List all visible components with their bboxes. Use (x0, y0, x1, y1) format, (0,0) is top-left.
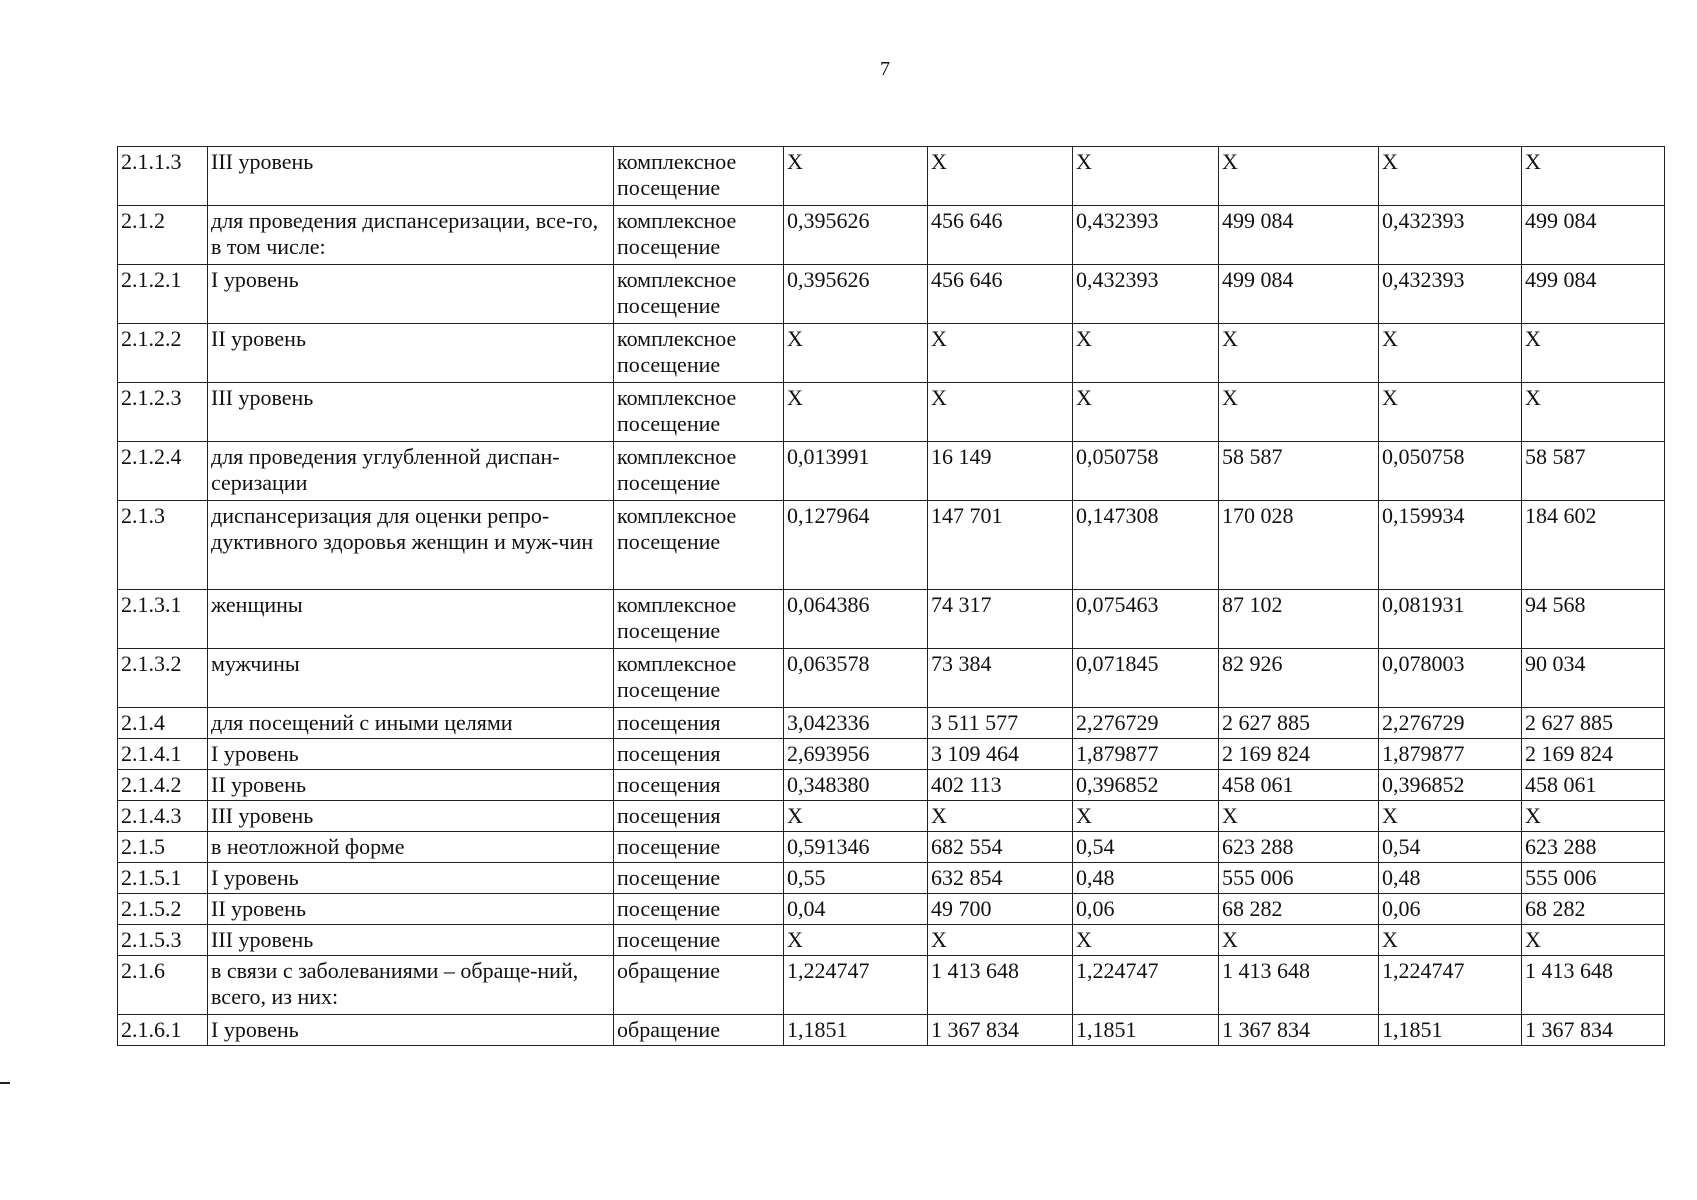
table-row (118, 956, 1665, 1015)
cell-value: 1,879877 (1379, 739, 1522, 770)
table-row (118, 265, 1665, 324)
cell-code: 2.1.5.2 (118, 894, 208, 925)
cell-unit: посещения (614, 708, 784, 739)
cell-value: 555 006 (1522, 863, 1665, 894)
cell-value: 0,06 (1073, 894, 1219, 925)
table-row (118, 801, 1665, 832)
cell-value: 58 587 (1522, 442, 1665, 501)
cell-value: 49 700 (928, 894, 1073, 925)
cell-code: 2.1.4.1 (118, 739, 208, 770)
cell-value: 499 084 (1219, 265, 1379, 324)
table-body (118, 147, 1665, 1046)
cell-value: 0,432393 (1073, 265, 1219, 324)
cell-unit: комплексное посещение (614, 206, 784, 265)
cell-value: 58 587 (1219, 442, 1379, 501)
cell-value: X (1219, 925, 1379, 956)
cell-value: 2 169 824 (1522, 739, 1665, 770)
cell-value: 1 413 648 (1219, 956, 1379, 1015)
cell-value: 0,54 (1379, 832, 1522, 863)
cell-value: 0,432393 (1073, 206, 1219, 265)
cell-unit: обращение (614, 1015, 784, 1046)
cell-value: 87 102 (1219, 590, 1379, 649)
table-row (118, 501, 1665, 590)
cell-value: 90 034 (1522, 649, 1665, 708)
cell-value: X (1379, 147, 1522, 206)
cell-unit: посещение (614, 894, 784, 925)
cell-value: 1,1851 (1073, 1015, 1219, 1046)
data-table (117, 146, 1665, 1046)
cell-value: 0,348380 (784, 770, 928, 801)
data-table-container (117, 146, 1664, 1046)
cell-value: 0,075463 (1073, 590, 1219, 649)
cell-value: 0,147308 (1073, 501, 1219, 590)
cell-name: III уровень (208, 147, 614, 206)
cell-value: X (1219, 383, 1379, 442)
cell-name: для проведения диспансеризации, все-го, в том числе: (208, 206, 614, 265)
cell-value: X (784, 147, 928, 206)
cell-name: диспансеризация для оценки репро-дуктивного здоровья женщин и муж-чин (208, 501, 614, 590)
cell-unit: посещения (614, 739, 784, 770)
cell-value: X (1522, 324, 1665, 383)
cell-value: X (1522, 801, 1665, 832)
cell-name: I уровень (208, 739, 614, 770)
table-row (118, 442, 1665, 501)
cell-value: X (784, 324, 928, 383)
cell-value: 147 701 (928, 501, 1073, 590)
cell-value: 68 282 (1522, 894, 1665, 925)
table-row (118, 770, 1665, 801)
cell-value: 0,078003 (1379, 649, 1522, 708)
cell-value: X (1522, 925, 1665, 956)
cell-value: 1,1851 (784, 1015, 928, 1046)
cell-value: 555 006 (1219, 863, 1379, 894)
cell-name: для посещений с иными целями (208, 708, 614, 739)
cell-code: 2.1.5.3 (118, 925, 208, 956)
cell-code: 2.1.2.2 (118, 324, 208, 383)
cell-value: X (1073, 801, 1219, 832)
cell-value: 0,050758 (1073, 442, 1219, 501)
cell-name: мужчины (208, 649, 614, 708)
cell-value: 184 602 (1522, 501, 1665, 590)
cell-value: 623 288 (1522, 832, 1665, 863)
table-row (118, 383, 1665, 442)
cell-value: X (1073, 147, 1219, 206)
cell-value: X (1073, 925, 1219, 956)
cell-value: 68 282 (1219, 894, 1379, 925)
cell-name: II уровень (208, 324, 614, 383)
cell-code: 2.1.2.3 (118, 383, 208, 442)
cell-unit: посещения (614, 801, 784, 832)
cell-code: 2.1.2 (118, 206, 208, 265)
table-row (118, 147, 1665, 206)
cell-value: X (1379, 383, 1522, 442)
cell-value: 94 568 (1522, 590, 1665, 649)
cell-value: 1 367 834 (1219, 1015, 1379, 1046)
cell-unit: комплексное посещение (614, 590, 784, 649)
cell-name: I уровень (208, 265, 614, 324)
cell-value: 1 367 834 (928, 1015, 1073, 1046)
cell-value: 0,081931 (1379, 590, 1522, 649)
cell-code: 2.1.6 (118, 956, 208, 1015)
cell-value: 0,395626 (784, 265, 928, 324)
cell-name: III уровень (208, 383, 614, 442)
cell-value: 499 084 (1522, 206, 1665, 265)
table-row (118, 863, 1665, 894)
cell-value: 0,396852 (1379, 770, 1522, 801)
cell-unit: посещение (614, 832, 784, 863)
cell-name: I уровень (208, 863, 614, 894)
cell-value: X (784, 383, 928, 442)
cell-value: X (1522, 383, 1665, 442)
cell-value: 170 028 (1219, 501, 1379, 590)
cell-value: X (1073, 383, 1219, 442)
cell-value: 0,06 (1379, 894, 1522, 925)
cell-value: 1,224747 (784, 956, 928, 1015)
cell-value: 0,04 (784, 894, 928, 925)
cell-value: X (1219, 324, 1379, 383)
cell-value: 1,1851 (1379, 1015, 1522, 1046)
cell-name: в связи с заболеваниями – обраще-ний, всего, из них: (208, 956, 614, 1015)
cell-code: 2.1.4.3 (118, 801, 208, 832)
table-row (118, 649, 1665, 708)
table-row (118, 1015, 1665, 1046)
table-row (118, 739, 1665, 770)
cell-value: 16 149 (928, 442, 1073, 501)
cell-unit: посещение (614, 863, 784, 894)
cell-name: II уровень (208, 894, 614, 925)
cell-value: 0,395626 (784, 206, 928, 265)
cell-value: 0,55 (784, 863, 928, 894)
cell-code: 2.1.6.1 (118, 1015, 208, 1046)
cell-value: X (1379, 324, 1522, 383)
cell-value: 458 061 (1219, 770, 1379, 801)
cell-value: 0,050758 (1379, 442, 1522, 501)
cell-value: 1 367 834 (1522, 1015, 1665, 1046)
cell-value: 0,432393 (1379, 206, 1522, 265)
cell-value: 0,071845 (1073, 649, 1219, 708)
cell-value: X (1379, 801, 1522, 832)
cell-value: 1,224747 (1379, 956, 1522, 1015)
cell-value: X (784, 925, 928, 956)
cell-value: X (1379, 925, 1522, 956)
cell-unit: комплексное посещение (614, 501, 784, 590)
cell-code: 2.1.3.1 (118, 590, 208, 649)
cell-value: 0,54 (1073, 832, 1219, 863)
cell-name: для проведения углубленной диспан-серизации (208, 442, 614, 501)
cell-value: X (1073, 324, 1219, 383)
cell-value: 0,063578 (784, 649, 928, 708)
cell-value: X (1522, 147, 1665, 206)
cell-unit: комплексное посещение (614, 147, 784, 206)
cell-value: X (1219, 147, 1379, 206)
cell-value: 73 384 (928, 649, 1073, 708)
margin-mark (0, 1082, 10, 1084)
cell-value: 0,013991 (784, 442, 928, 501)
cell-value: X (928, 925, 1073, 956)
cell-name: II уровень (208, 770, 614, 801)
cell-unit: комплексное посещение (614, 649, 784, 708)
cell-value: 682 554 (928, 832, 1073, 863)
cell-value: 0,48 (1073, 863, 1219, 894)
cell-value: 0,159934 (1379, 501, 1522, 590)
cell-unit: комплексное посещение (614, 442, 784, 501)
cell-value: 74 317 (928, 590, 1073, 649)
page-number: 7 (880, 58, 890, 80)
cell-code: 2.1.1.3 (118, 147, 208, 206)
cell-value: 456 646 (928, 265, 1073, 324)
cell-value: 456 646 (928, 206, 1073, 265)
cell-value: 2 169 824 (1219, 739, 1379, 770)
cell-value: 0,591346 (784, 832, 928, 863)
cell-value: 2,276729 (1073, 708, 1219, 739)
cell-value: 3 511 577 (928, 708, 1073, 739)
table-row (118, 206, 1665, 265)
cell-unit: посещения (614, 770, 784, 801)
cell-value: 499 084 (1219, 206, 1379, 265)
cell-value: 0,064386 (784, 590, 928, 649)
cell-value: 2 627 885 (1219, 708, 1379, 739)
cell-value: 0,127964 (784, 501, 928, 590)
cell-unit: комплексное посещение (614, 324, 784, 383)
cell-value: 458 061 (1522, 770, 1665, 801)
cell-code: 2.1.5.1 (118, 863, 208, 894)
cell-value: 1 413 648 (928, 956, 1073, 1015)
cell-unit: обращение (614, 956, 784, 1015)
table-row (118, 324, 1665, 383)
table-row (118, 590, 1665, 649)
cell-value: 2,693956 (784, 739, 928, 770)
cell-unit: посещение (614, 925, 784, 956)
cell-value: 3,042336 (784, 708, 928, 739)
cell-value: X (928, 147, 1073, 206)
cell-value: 0,396852 (1073, 770, 1219, 801)
cell-name: I уровень (208, 1015, 614, 1046)
cell-code: 2.1.4.2 (118, 770, 208, 801)
cell-value: 2 627 885 (1522, 708, 1665, 739)
cell-value: 1,224747 (1073, 956, 1219, 1015)
cell-value: X (928, 801, 1073, 832)
cell-value: X (784, 801, 928, 832)
cell-value: 1,879877 (1073, 739, 1219, 770)
cell-value: X (928, 324, 1073, 383)
cell-value: 623 288 (1219, 832, 1379, 863)
cell-code: 2.1.3 (118, 501, 208, 590)
cell-name: III уровень (208, 801, 614, 832)
cell-value: X (1219, 801, 1379, 832)
cell-name: женщины (208, 590, 614, 649)
cell-value: 1 413 648 (1522, 956, 1665, 1015)
cell-value: 0,432393 (1379, 265, 1522, 324)
table-row (118, 708, 1665, 739)
cell-code: 2.1.4 (118, 708, 208, 739)
cell-code: 2.1.2.1 (118, 265, 208, 324)
cell-value: 3 109 464 (928, 739, 1073, 770)
cell-unit: комплексное посещение (614, 383, 784, 442)
cell-name: III уровень (208, 925, 614, 956)
table-row (118, 894, 1665, 925)
cell-value: 2,276729 (1379, 708, 1522, 739)
cell-code: 2.1.3.2 (118, 649, 208, 708)
cell-code: 2.1.5 (118, 832, 208, 863)
cell-value: 0,48 (1379, 863, 1522, 894)
cell-value: 402 113 (928, 770, 1073, 801)
cell-value: 82 926 (1219, 649, 1379, 708)
table-row (118, 925, 1665, 956)
cell-unit: комплексное посещение (614, 265, 784, 324)
cell-code: 2.1.2.4 (118, 442, 208, 501)
table-row (118, 832, 1665, 863)
cell-value: 632 854 (928, 863, 1073, 894)
cell-value: X (928, 383, 1073, 442)
cell-name: в неотложной форме (208, 832, 614, 863)
cell-value: 499 084 (1522, 265, 1665, 324)
